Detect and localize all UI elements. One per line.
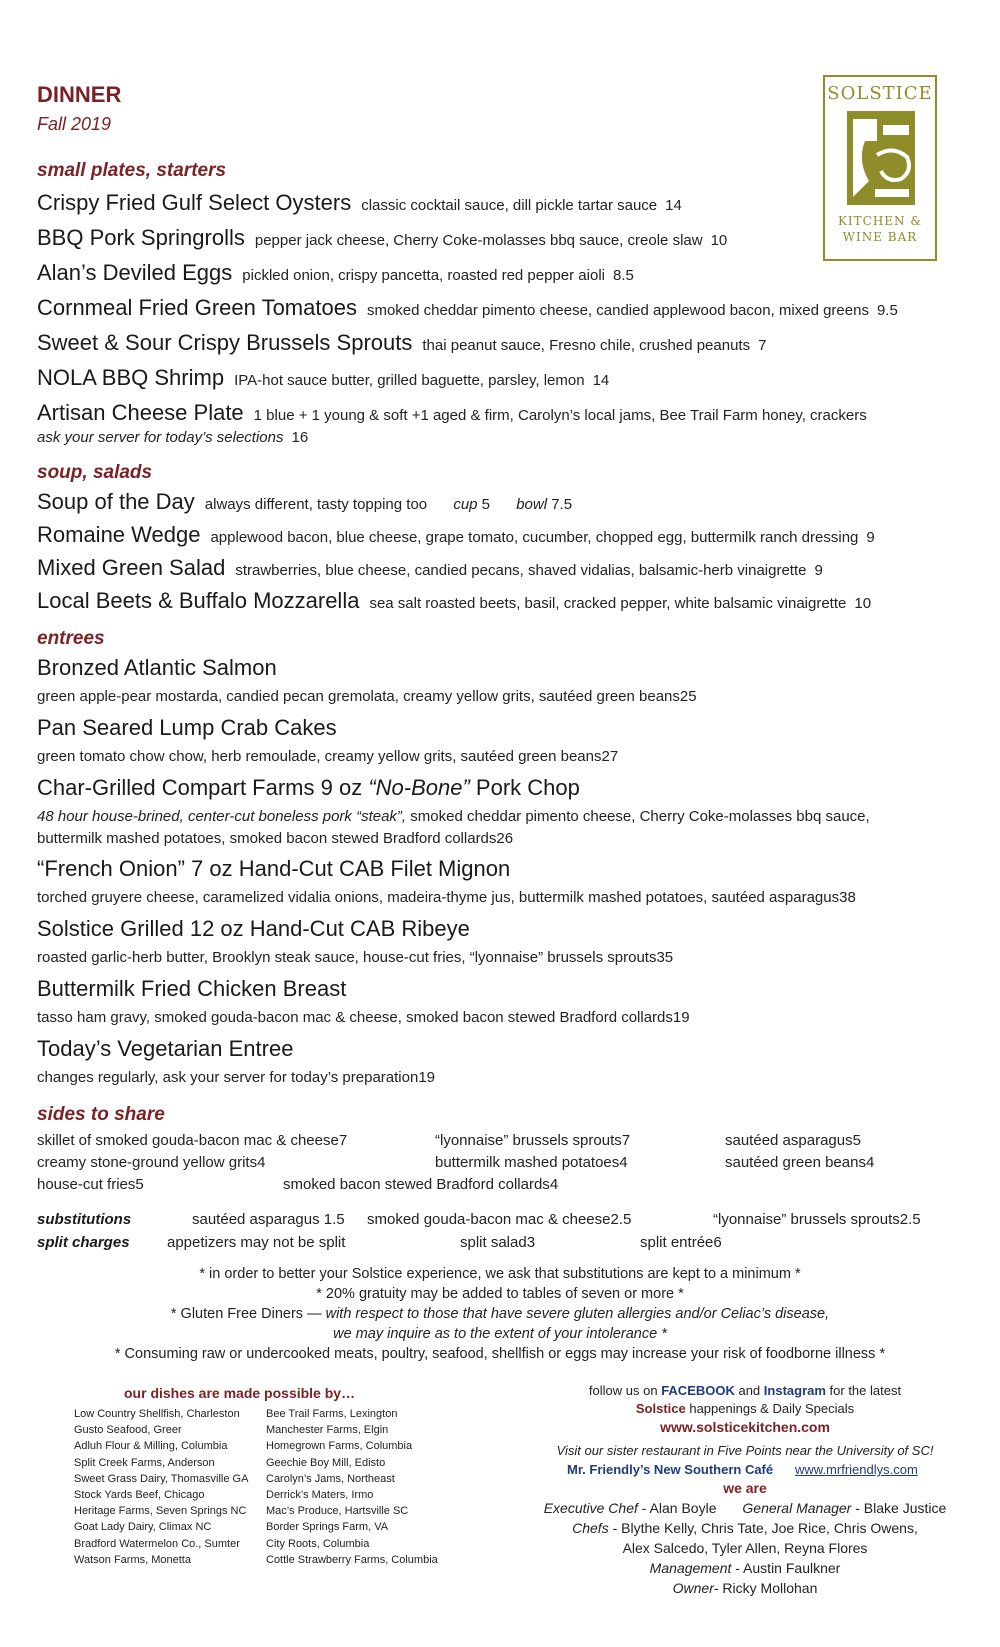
staff-line-1: Executive Chef - Alan Boyle General Manager - Blake Justice <box>543 1500 947 1516</box>
instagram-link[interactable]: Instagram <box>763 1383 826 1398</box>
happenings-line: Solstice happenings & Daily Specials <box>635 1401 855 1416</box>
menu-item: Cornmeal Fried Green Tomatoes smoked cheddar pimento cheese, candied applewood bacon, mixed greens 9.5 <box>37 295 898 320</box>
section-soups-heading: soup, salads <box>37 462 153 483</box>
menu-item: Local Beets & Buffalo Mozzarella sea salt roasted beets, basil, cracked pepper, white balsamic vinaigrette 10 <box>37 588 872 613</box>
entree-desc: roasted garlic-herb butter, Brooklyn steak sauce, house-cut fries, “lyonnaise” brussels sprouts35 <box>37 949 674 966</box>
suppliers-heading: our dishes are made possible by… <box>124 1385 356 1401</box>
side-item: buttermilk mashed potatoes4 <box>435 1154 628 1171</box>
list-item: Heritage Farms, Seven Springs NC <box>74 1505 247 1518</box>
entree-desc: buttermilk mashed potatoes, smoked bacon stewed Bradford collards26 <box>37 830 514 847</box>
list-item: Manchester Farms, Elgin <box>266 1424 389 1437</box>
menu-item: NOLA BBQ Shrimp IPA-hot sauce butter, grilled baguette, parsley, lemon 14 <box>37 365 610 390</box>
substitutions-label: substitutions <box>37 1211 132 1228</box>
entree-name: Today’s Vegetarian Entree <box>37 1036 294 1061</box>
mr-friendlys-name: Mr. Friendly’s New Southern Café <box>567 1462 774 1477</box>
menu-item: Soup of the Day always different, tasty topping too cup 5 bowl 7.5 <box>37 489 573 514</box>
we-are-heading: we are <box>723 1480 767 1496</box>
note-gluten: * Gluten Free Diners — with respect to those that have severe gluten allergies and/or Celiac’s disease, <box>170 1306 830 1322</box>
website-link[interactable]: www.solsticekitchen.com <box>660 1419 830 1435</box>
list-item: Stock Yards Beef, Chicago <box>74 1489 205 1502</box>
side-item: sautéed green beans4 <box>725 1154 875 1171</box>
split-item: split salad3 <box>460 1234 536 1251</box>
section-starters-heading: small plates, starters <box>37 160 227 181</box>
side-item: smoked bacon stewed Bradford collards4 <box>283 1176 559 1193</box>
entree-name: Pan Seared Lump Crab Cakes <box>37 715 337 740</box>
list-item: Border Springs Farm, VA <box>266 1521 389 1534</box>
staff-line-2: Chefs - Blythe Kelly, Chris Tate, Joe Rice, Chris Owens, <box>572 1520 918 1536</box>
entree-desc: green tomato chow chow, herb remoulade, creamy yellow grits, sautéed green beans27 <box>37 748 619 765</box>
follow-us-line: follow us on FACEBOOK and Instagram for the latest <box>588 1383 902 1398</box>
section-sides-heading: sides to share <box>37 1104 165 1125</box>
list-item: Carolyn’s Jams, Northeast <box>266 1472 395 1485</box>
menu-title: DINNER <box>37 82 122 107</box>
note-gratuity: * 20% gratuity may be added to tables of seven or more * <box>316 1286 684 1302</box>
list-item: Adluh Flour & Milling, Columbia <box>74 1440 228 1453</box>
entree-desc: tasso ham gravy, smoked gouda-bacon mac & cheese, smoked bacon stewed Bradford collards19 <box>37 1009 690 1026</box>
note-gluten-2: we may inquire as to the extent of your intolerance * <box>333 1326 667 1342</box>
menu-item: Romaine Wedge applewood bacon, blue cheese, grape tomato, cucumber, chopped egg, buttermilk ranch dressing 9 <box>37 522 875 547</box>
staff-line-3: Alex Salcedo, Tyler Allen, Reyna Flores <box>622 1540 868 1556</box>
menu-item: Crispy Fried Gulf Select Oysters classic cocktail sauce, dill pickle tartar sauce 14 <box>37 190 682 215</box>
list-item: Derrick’s Maters, Irmo <box>266 1489 374 1502</box>
suppliers-right-list <box>266 1406 438 1568</box>
substitution-item: smoked gouda-bacon mac & cheese2.5 <box>367 1211 632 1228</box>
facebook-link[interactable]: FACEBOOK <box>661 1383 735 1398</box>
split-item: appetizers may not be split <box>167 1234 346 1251</box>
list-item: Homegrown Farms, Columbia <box>266 1440 413 1453</box>
staff-line-5: Owner- Ricky Mollohan <box>672 1580 818 1596</box>
menu-item: BBQ Pork Springrolls pepper jack cheese, Cherry Coke-molasses bbq sauce, creole slaw 10 <box>37 225 728 250</box>
list-item: Bee Trail Farms, Lexington <box>266 1408 398 1420</box>
section-entrees-heading: entrees <box>37 628 105 649</box>
entree-name: Buttermilk Fried Chicken Breast <box>37 976 347 1001</box>
menu-season: Fall 2019 <box>37 114 112 134</box>
list-item: Split Creek Farms, Anderson <box>74 1456 215 1469</box>
menu-item: Sweet & Sour Crispy Brussels Sprouts thai peanut sauce, Fresno chile, crushed peanuts 7 <box>37 330 767 355</box>
entree-name: Solstice Grilled 12 oz Hand-Cut CAB Ribeye <box>37 916 470 941</box>
side-item: skillet of smoked gouda-bacon mac & cheese7 <box>37 1132 348 1149</box>
staff-line-4: Management - Austin Faulkner <box>649 1560 841 1576</box>
side-item: “lyonnaise” brussels sprouts7 <box>435 1132 631 1149</box>
list-item: Sweet Grass Dairy, Thomasville GA <box>74 1472 249 1485</box>
solstice-logo <box>823 75 937 261</box>
suppliers-left-list <box>74 1406 248 1568</box>
list-item: Goat Lady Dairy, Climax NC <box>74 1521 212 1534</box>
entree-desc: changes regularly, ask your server for today’s preparation19 <box>37 1069 435 1086</box>
list-item: Low Country Shellfish, Charleston <box>74 1408 240 1420</box>
cheese-plate-note: ask your server for today’s selections 16 <box>37 429 309 446</box>
entree-desc: torched gruyere cheese, caramelized vidalia onions, madeira-thyme jus, buttermilk mashed potatoes, sautéed asparagus38 <box>37 889 856 906</box>
list-item: Geechie Boy Mill, Edisto <box>266 1456 386 1469</box>
list-item: Mac’s Produce, Hartsville SC <box>266 1505 409 1518</box>
menu-item: Mixed Green Salad strawberries, blue cheese, candied pecans, shaved vidalias, balsamic-herb vinaigrette 9 <box>37 555 823 580</box>
side-item: creamy stone-ground yellow grits4 <box>37 1154 266 1171</box>
list-item: City Roots, Columbia <box>266 1537 370 1550</box>
entree-name: “French Onion” 7 oz Hand-Cut CAB Filet Mignon <box>37 856 511 881</box>
split-charges-label: split charges <box>37 1234 130 1251</box>
menu-item: Artisan Cheese Plate 1 blue + 1 young & soft +1 aged & firm, Carolyn’s local jams, Bee Trail Farm honey, crackers <box>37 400 867 425</box>
note-substitutions: * in order to better your Solstice experience, we ask that substitutions are kept to a minimum * <box>199 1266 801 1282</box>
sister-restaurant-line: Visit our sister restaurant in Five Points near the University of SC! <box>556 1443 934 1458</box>
side-item: house-cut fries5 <box>37 1176 144 1193</box>
logo-subtitle: KITCHEN & WINE BAR <box>837 214 923 244</box>
logo-sun-icon <box>847 111 915 205</box>
entree-name: Bronzed Atlantic Salmon <box>37 655 277 680</box>
split-item: split entrée6 <box>640 1234 722 1251</box>
mr-friendlys-link[interactable]: www.mrfriendlys.com <box>795 1462 918 1477</box>
list-item: Bradford Watermelon Co., Sumter <box>74 1537 240 1550</box>
side-item: sautéed asparagus5 <box>725 1132 861 1149</box>
entree-desc: green apple-pear mostarda, candied pecan gremolata, creamy yellow grits, sautéed green beans25 <box>37 688 697 705</box>
list-item: Gusto Seafood, Greer <box>74 1424 182 1437</box>
note-foodborne: * Consuming raw or undercooked meats, poultry, seafood, shellfish or eggs may increase your risk of foodborne illness * <box>114 1346 886 1362</box>
entree-name: Char-Grilled Compart Farms 9 oz “No-Bone” Pork Chop <box>37 775 580 800</box>
substitution-item: sautéed asparagus 1.5 <box>192 1211 345 1228</box>
entree-desc: 48 hour house-brined, center-cut boneless pork “steak”, smoked cheddar pimento cheese, Cherry Coke-molasses bbq sauce, <box>37 808 870 825</box>
list-item: Watson Farms, Monetta <box>74 1553 191 1566</box>
logo-wordmark: SOLSTICE <box>827 83 933 104</box>
substitution-item: “lyonnaise” brussels sprouts2.5 <box>713 1211 921 1228</box>
list-item: Cottle Strawberry Farms, Columbia <box>266 1553 438 1566</box>
menu-item: Alan’s Deviled Eggs pickled onion, crispy pancetta, roasted red pepper aioli 8.5 <box>37 260 634 285</box>
